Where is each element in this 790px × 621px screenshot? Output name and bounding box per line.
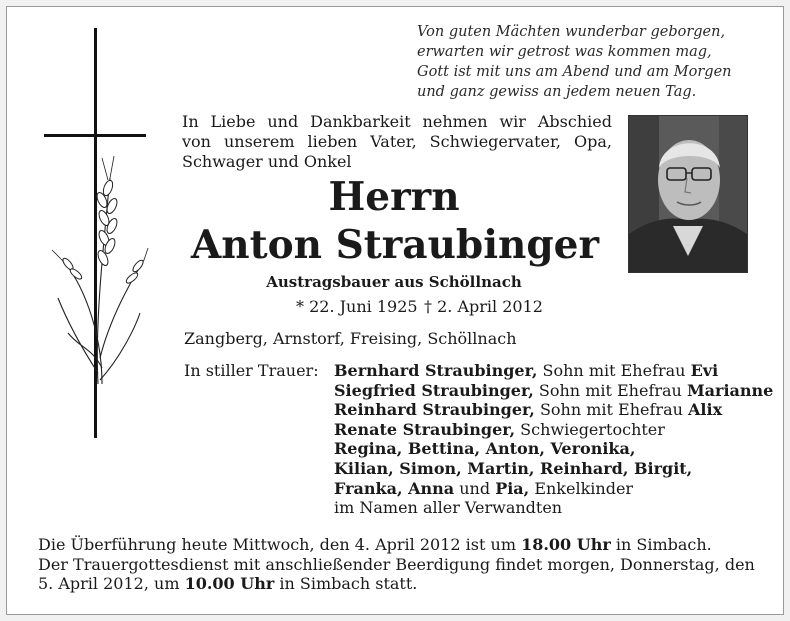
relatives-line: im Namen aller Verwandten bbox=[334, 498, 563, 518]
mourners-list bbox=[334, 361, 774, 518]
transfer-time: 18.00 Uhr bbox=[521, 535, 611, 554]
intro-word: Schwiegervater, bbox=[429, 132, 561, 151]
mourner-line bbox=[334, 380, 774, 401]
intro-line bbox=[182, 132, 612, 152]
grandchildren-conjunction: und bbox=[454, 478, 496, 498]
intro-word: von bbox=[182, 132, 211, 151]
places: Zangberg, Arnstorf, Freising, Schöllnach bbox=[184, 329, 517, 348]
grandchildren-names: Pia, bbox=[495, 478, 530, 498]
mourner-line bbox=[334, 400, 754, 420]
grandchildren-line: Kilian, Simon, Martin, Reinhard, Birgit, bbox=[334, 458, 693, 478]
intro-line bbox=[182, 112, 612, 132]
portrait-image bbox=[629, 116, 747, 272]
portrait-photo bbox=[628, 115, 748, 273]
intro-word: Vater, bbox=[370, 132, 417, 151]
mourner-relation: Schwiegertochter bbox=[515, 419, 665, 439]
footer-text: in Simbach. bbox=[610, 535, 712, 554]
footer-line bbox=[38, 574, 758, 594]
mourner-line bbox=[334, 361, 754, 381]
intro-word: Abschied bbox=[537, 112, 612, 131]
mourner-spouse: Marianne bbox=[686, 380, 774, 400]
poem bbox=[417, 22, 762, 102]
footer-line: Der Trauergottesdienst mit anschließender Beerdigung findet morgen, Donnerstag, den bbox=[38, 554, 755, 574]
salutation: Herrn bbox=[328, 174, 460, 220]
intro-text bbox=[182, 112, 612, 172]
poem-line: Von guten Mächten wunderbar geborgen, bbox=[417, 24, 726, 40]
grandchildren-relation: Enkelkinder bbox=[529, 478, 634, 498]
mourner-line bbox=[334, 420, 754, 440]
poem-line: und ganz gewiss an jedem neuen Tag. bbox=[417, 84, 697, 100]
grandchildren-line bbox=[334, 479, 754, 499]
occupation: Austragsbauer aus Schöllnach bbox=[266, 273, 522, 291]
poem-line: Gott ist mit uns am Abend und am Morgen bbox=[417, 64, 732, 80]
intro-word: wir bbox=[499, 112, 526, 131]
footer-line bbox=[38, 535, 758, 555]
mourner-relation: Sohn mit Ehefrau bbox=[533, 380, 687, 400]
funeral-details bbox=[38, 535, 758, 594]
footer-text: Die Überführung heute Mittwoch, den 4. April 2012 ist um bbox=[38, 535, 522, 554]
intro-word: Dankbarkeit bbox=[310, 112, 411, 131]
intro-word: lieben bbox=[307, 132, 358, 151]
service-time: 10.00 Uhr bbox=[184, 574, 275, 593]
grandchildren-line: Regina, Bettina, Anton, Veronika, bbox=[334, 439, 636, 459]
birth-date: * 22. Juni 1925 bbox=[296, 297, 418, 316]
grandchildren-names: Franka, Anna bbox=[334, 478, 455, 498]
intro-line: Schwager und Onkel bbox=[182, 152, 352, 171]
footer-text: 5. April 2012, um bbox=[38, 574, 185, 593]
intro-word: und bbox=[267, 112, 299, 131]
intro-word: Opa, bbox=[573, 132, 612, 151]
mourner-name: Siegfried Straubinger, bbox=[334, 380, 534, 400]
intro-word: unserem bbox=[223, 132, 295, 151]
intro-word: Liebe bbox=[210, 112, 256, 131]
death-date: † 2. April 2012 bbox=[424, 297, 543, 316]
mourner-spouse: Alix bbox=[688, 400, 723, 420]
mourner-relation: Sohn mit Ehefrau bbox=[537, 361, 691, 380]
mourner-spouse: Evi bbox=[690, 361, 719, 380]
mourner-name: Bernhard Straubinger, bbox=[334, 361, 538, 380]
poem-line: erwarten wir getrost was kommen mag, bbox=[417, 44, 712, 60]
footer-text: in Simbach statt. bbox=[274, 574, 418, 593]
mourner-name: Reinhard Straubinger, bbox=[334, 400, 535, 420]
cross-with-wheat-icon bbox=[40, 28, 150, 440]
mourner-relation: Sohn mit Ehefrau bbox=[534, 400, 688, 420]
intro-word: nehmen bbox=[422, 112, 488, 131]
intro-word: In bbox=[182, 112, 199, 131]
mourner-name: Renate Straubinger, bbox=[334, 419, 516, 439]
deceased-name: Anton Straubinger bbox=[191, 222, 599, 268]
mourning-label: In stiller Trauer: bbox=[184, 361, 319, 380]
